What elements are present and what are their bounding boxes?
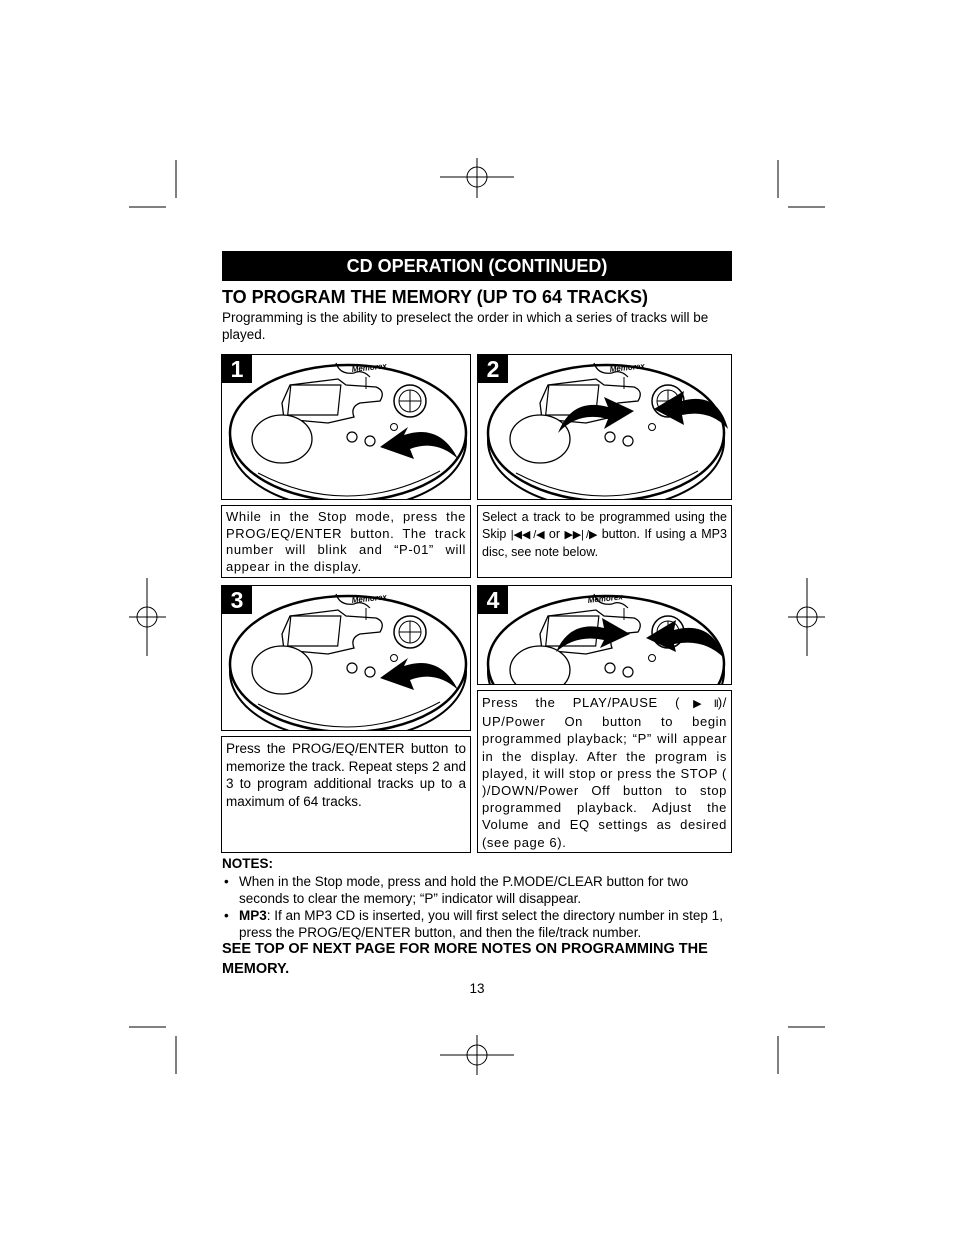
registration-mark-right xyxy=(788,578,825,656)
play-pause-icon: ▶II xyxy=(680,698,718,710)
step-2-text: Select a track to be programmed using the Skip |◀◀ /◀ or ▶▶| /▶ button. If using a MP3 disc, see note below. xyxy=(477,505,732,578)
step-2-illustration xyxy=(477,354,732,500)
registration-mark-bottom xyxy=(440,1035,514,1075)
step-3-text: Press the PROG/EQ/ENTER button to memorize the track. Repeat steps 2 and 3 to program additional tracks up to a maximum of 64 tracks. xyxy=(221,736,471,853)
memorex-logo: Memorex xyxy=(587,592,624,605)
step-3-illustration xyxy=(221,585,471,731)
intro-paragraph: Programming is the ability to preselect the order in which a series of tracks will be played. xyxy=(222,310,709,342)
cd-player-drawing xyxy=(478,355,732,500)
step-1-illustration xyxy=(221,354,471,500)
cd-player-drawing xyxy=(222,586,471,731)
notes-title: NOTES: xyxy=(222,856,274,871)
step-3-number: 3 xyxy=(222,586,252,614)
step-1-text: While in the Stop mode, press the PROG/EQ/ENTER button. The track number will blink and “P-01” will appear in the display. xyxy=(221,505,471,578)
cd-player-drawing xyxy=(478,586,732,685)
registration-mark-left xyxy=(129,578,166,656)
skip-back-icon: |◀◀ /◀ xyxy=(510,529,545,541)
step-2-number: 2 xyxy=(478,355,508,383)
page-title: TO PROGRAM THE MEMORY (UP TO 64 TRACKS) xyxy=(222,287,649,307)
memorex-logo: Memorex xyxy=(609,361,646,374)
bullet-icon: • xyxy=(224,874,229,889)
footer-note: SEE TOP OF NEXT PAGE FOR MORE NOTES ON PROGRAMMING THE MEMORY. xyxy=(222,941,708,977)
skip-forward-icon: ▶▶| /▶ xyxy=(564,529,598,541)
bullet-icon: • xyxy=(224,908,229,923)
section-header-bar: CD OPERATION (CONTINUED) xyxy=(222,251,732,281)
note-lead: MP3 xyxy=(239,908,267,923)
note-item: • MP3: If an MP3 CD is inserted, you will first select the directory number in step 1, press the PROG/EQ/ENTER button, and then the file/track number. xyxy=(224,908,723,940)
cd-player-drawing xyxy=(222,355,471,500)
registration-mark-top xyxy=(440,158,514,198)
step-4-number: 4 xyxy=(478,586,508,614)
step-4-text: Press the PLAY/PAUSE (▶II)/ UP/Power On button to begin programmed playback; “P” will appear in the display. After the program is played, it will stop or press the STOP ( )/DOWN/Power Off button to stop programmed playback. Adjust the Volume and EQ settings as desired (see page 6). xyxy=(477,690,732,853)
page-number: 13 xyxy=(469,981,485,996)
memorex-logo: Memorex xyxy=(351,592,388,605)
memorex-logo: Memorex xyxy=(351,361,388,374)
step-1-number: 1 xyxy=(222,355,252,383)
note-item: • When in the Stop mode, press and hold the P.MODE/CLEAR button for two seconds to clear the memory; “P” indicator will disappear. xyxy=(224,874,689,906)
step-4-illustration xyxy=(477,585,732,685)
